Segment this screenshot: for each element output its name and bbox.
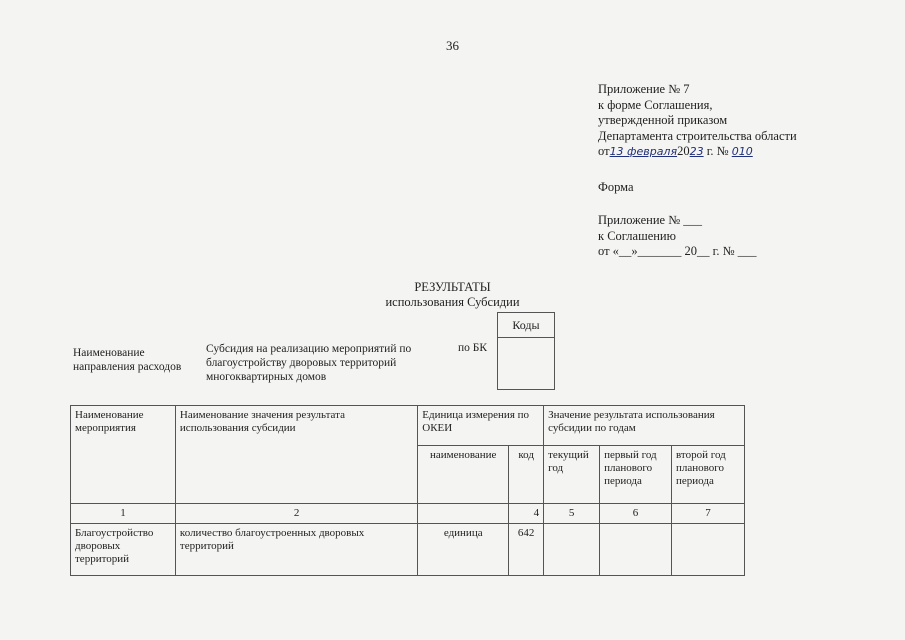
appendix-line-2: к форме Соглашения, (598, 97, 713, 112)
codes-box (497, 312, 555, 390)
results-table (70, 405, 745, 576)
handwritten-date: 13 февраля (609, 145, 678, 158)
appendix-line-1: Приложение № 7 (598, 82, 690, 96)
cell-unit-code: 642 (509, 524, 544, 576)
direction-value-line-3: многоквартирных домов (206, 371, 327, 383)
cell-second-plan-year (672, 524, 745, 576)
year-prefix: 20 (677, 144, 690, 158)
header-event-name: Наименование мероприятия (71, 406, 176, 504)
form-label: Форма (598, 180, 634, 194)
direction-value-line-2: благоустройству дворовых территорий (206, 357, 397, 369)
column-number: 1 (71, 504, 176, 524)
date-suffix: г. № (706, 144, 729, 158)
agreement-appendix (598, 213, 756, 260)
column-number: 5 (544, 504, 600, 524)
handwritten-year: 23 (689, 145, 704, 158)
agreement-line-2: к Соглашению (598, 228, 676, 243)
cell-result: количество благоустроенных дворовых территорий (175, 524, 417, 576)
agreement-line-1: Приложение № ___ (598, 213, 703, 227)
agreement-line-3: от «__»_______ 20__ г. № ___ (598, 244, 757, 258)
cell-current-year (544, 524, 600, 576)
column-number: 6 (600, 504, 672, 524)
header-unit-name: наименование (418, 446, 509, 504)
handwritten-order-number: 010 (731, 145, 753, 158)
document-subtitle: использования Субсидии (385, 295, 520, 309)
header-current-year: текущий год (544, 446, 600, 504)
direction-value-line-1: Субсидия на реализацию мероприятий по (206, 343, 412, 355)
document-title: РЕЗУЛЬТАТЫ (414, 280, 491, 294)
column-number: 2 (175, 504, 417, 524)
cell-unit-name: единица (418, 524, 509, 576)
header-first-plan-year: первый год планового периода (600, 446, 672, 504)
appendix-line-3: утвержденной приказом (598, 113, 728, 127)
page-number: 36 (446, 38, 459, 53)
table-row (71, 524, 745, 576)
header-result-value: Значение результата использования субсидии по годам (544, 406, 745, 446)
column-number-row (71, 504, 745, 524)
cell-first-plan-year (600, 524, 672, 576)
table-header-row (71, 406, 745, 446)
header-second-plan-year: второй год планового периода (672, 446, 745, 504)
direction-label-line-2: направления расходов (73, 361, 182, 373)
header-result-name: Наименование значения результата использования субсидии (175, 406, 417, 504)
appendix-line-4: Департамента строительства области (598, 128, 797, 143)
bk-label: по БК (458, 342, 488, 354)
header-unit-code: код (509, 446, 544, 504)
direction-label-line-1: Наименование (73, 347, 145, 359)
direction-value (206, 342, 466, 384)
direction-label (73, 346, 181, 374)
column-number: 4 (509, 504, 544, 524)
column-number-empty (418, 504, 509, 524)
appendix-header (598, 82, 797, 160)
column-number: 7 (672, 504, 745, 524)
header-unit: Единица измерения по ОКЕИ (418, 406, 544, 446)
appendix-date-line (598, 144, 797, 160)
date-prefix: от (598, 144, 610, 158)
codes-header: Коды (498, 313, 554, 338)
cell-event: Благоустройство дворовых территорий (71, 524, 176, 576)
